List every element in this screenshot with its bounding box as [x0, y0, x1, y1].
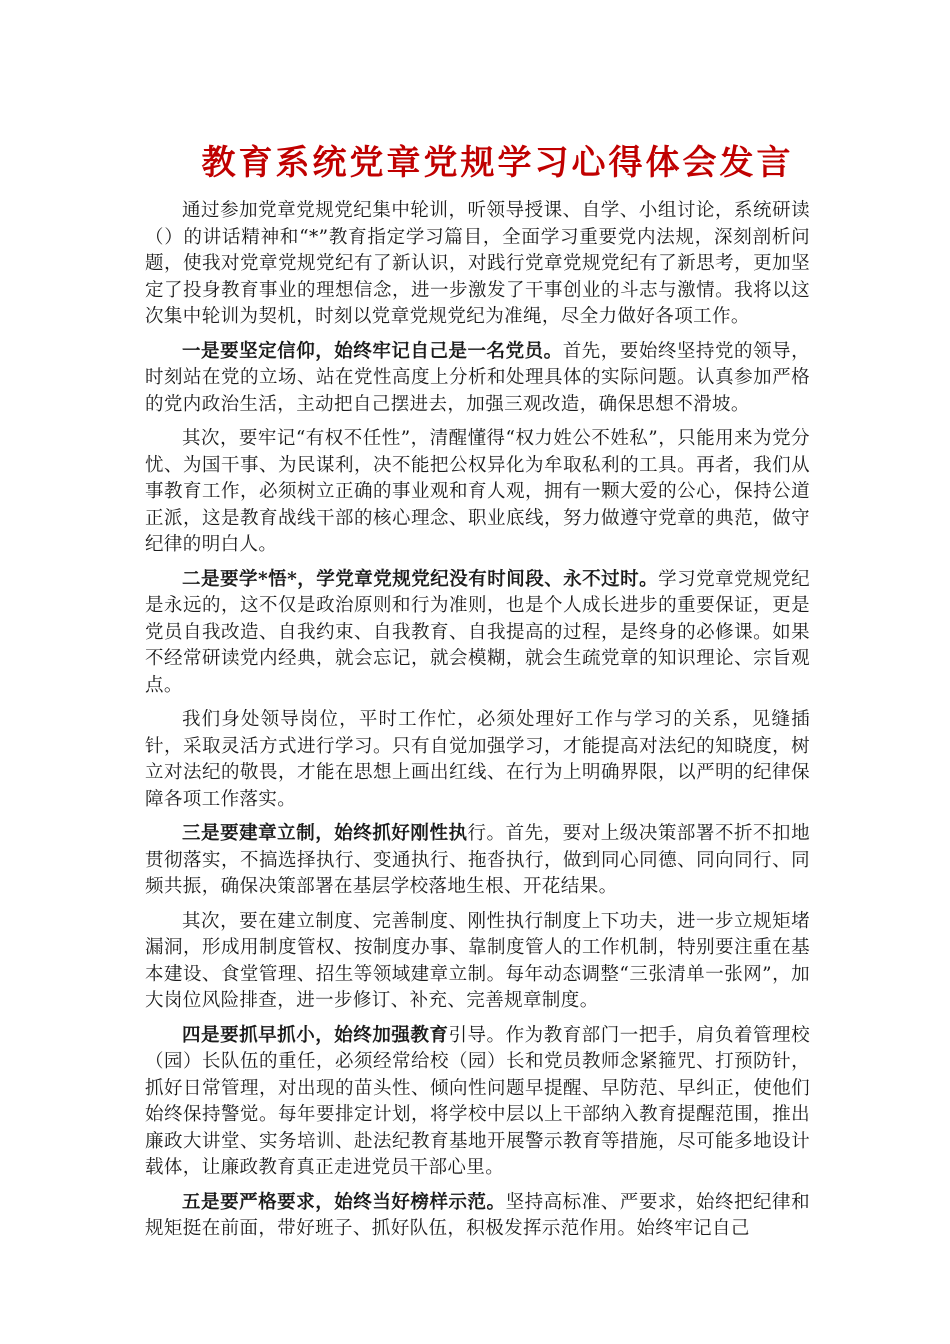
paragraph-lead: 二是要学*悟*，学党章党规党纪没有时间段、永不过时。 — [182, 568, 659, 590]
paragraph-point-3 — [145, 821, 810, 901]
paragraph-intro — [145, 198, 810, 331]
document-title: 教育系统党章党规学习心得体会发言 — [201, 143, 794, 183]
paragraph-point-3-cont — [145, 909, 810, 1015]
paragraph-text: 其次，要牢记“有权不任性”，清醒懂得“权力姓公不姓私”，只能用来为党分忧、为国干事、为民谋利，决不能把公权异化为牟取私利的工具。再者，我们从事教育工作，必须树立正确的事业观和育人观，拥有一颗大爱的公心，保持公道正派，这是教育战线干部的核心理念、职业底线，努力做遵守党章的典范，做守纪律的明白人。 — [145, 428, 810, 555]
paragraph-text: 引导。作为教育部门一把手，肩负着管理校（园）长队伍的重任，必须经常给校（园）长和党员教师念紧箍咒、打预防针，抓好日常管理，对出现的苗头性、倾向性问题早提醒、早防范、早纠正，使他们始终保持警觉。每年要排定计划，将学校中层以上干部纳入教育提醒范围，推出廉政大讲堂、实务培训、赴法纪教育基地开展警示教育等措施，尽可能多地设计载体，让廉政教育真正走进党员干部心里。 — [145, 1024, 810, 1178]
paragraph-text: 学习党章党规党纪是永远的，这不仅是政治原则和行为准则，也是个人成长进步的重要保证，更是党员自我改造、自我约束、自我教育、自我提高的过程，是终身的必修课。如果不经常研读党内经典，就会忘记，就会模糊，就会生疏党章的知识理论、宗旨观点。 — [145, 568, 810, 696]
paragraph-text: 其次，要在建立制度、完善制度、刚性执行制度上下功夫，进一步立规矩堵漏洞，形成用制度管权、按制度办事、靠制度管人的工作机制，特别要注重在基本建设、食堂管理、招生等领域建章立制。每年动态调整“三张清单一张网”，加大岗位风险排查，进一步修订、补充、完善规章制度。 — [145, 910, 810, 1011]
paragraph-point-4 — [145, 1023, 810, 1182]
paragraph-point-1-cont — [145, 426, 810, 559]
paragraph-lead: 三是要建章立制，始终抓好刚性执 — [182, 823, 468, 844]
paragraph-lead: 四是要抓早抓小，始终加强教育 — [182, 1024, 449, 1046]
paragraph-lead: 一是要坚定信仰，始终牢记自己是一名党员。 — [182, 340, 563, 362]
paragraph-point-5 — [145, 1190, 810, 1243]
paragraph-point-2 — [145, 567, 810, 700]
paragraph-text: 我们身处领导岗位，平时工作忙，必须处理好工作与学习的关系，见缝插针，采取灵活方式进行学习。只有自觉加强学习，才能提高对法纪的知晓度，树立对法纪的敬畏，才能在思想上画出红线、在行为上明确界限，以严明的纪律保障各项工作落实。 — [145, 709, 810, 810]
paragraph-text: 通过参加党章党规党纪集中轮训，听领导授课、自学、小组讨论，系统研读（）的讲话精神和“*”教育指定学习篇目，全面学习重要党内法规，深刻剖析问题，使我对党章党规党纪有了新认识，对践行党章党规党纪有了新思考，更加坚定了投身教育事业的理想信念，进一步激发了干事创业的斗志与激情。我将以这次集中轮训为契机，时刻以党章党规党纪为准绳，尽全力做好各项工作。 — [145, 200, 810, 327]
paragraph-lead: 五是要严格要求，始终当好榜样示范。 — [182, 1191, 506, 1213]
paragraph-text: 行。首先，要对上级决策部署不折不扣地贯彻落实，不搞选择执行、变通执行、拖沓执行，做到同心同德、同向同行、同频共振，确保决策部署在基层学校落地生根、开花结果。 — [145, 823, 810, 897]
paragraph-text: 首先，要始终坚持党的领导，时刻站在党的立场、站在党性高度上分析和处理具体的实际问题。认真参加严格的党内政治生活，主动把自己摆进去，加强三观改造，确保思想不滑坡。 — [145, 340, 810, 415]
paragraph-point-2-cont — [145, 707, 810, 813]
paragraph-text: 坚持高标准、严要求，始终把纪律和规矩挺在前面，带好班子、抓好队伍，积极发挥示范作用。始终牢记自己 — [145, 1191, 810, 1239]
paragraph-point-1 — [145, 339, 810, 419]
